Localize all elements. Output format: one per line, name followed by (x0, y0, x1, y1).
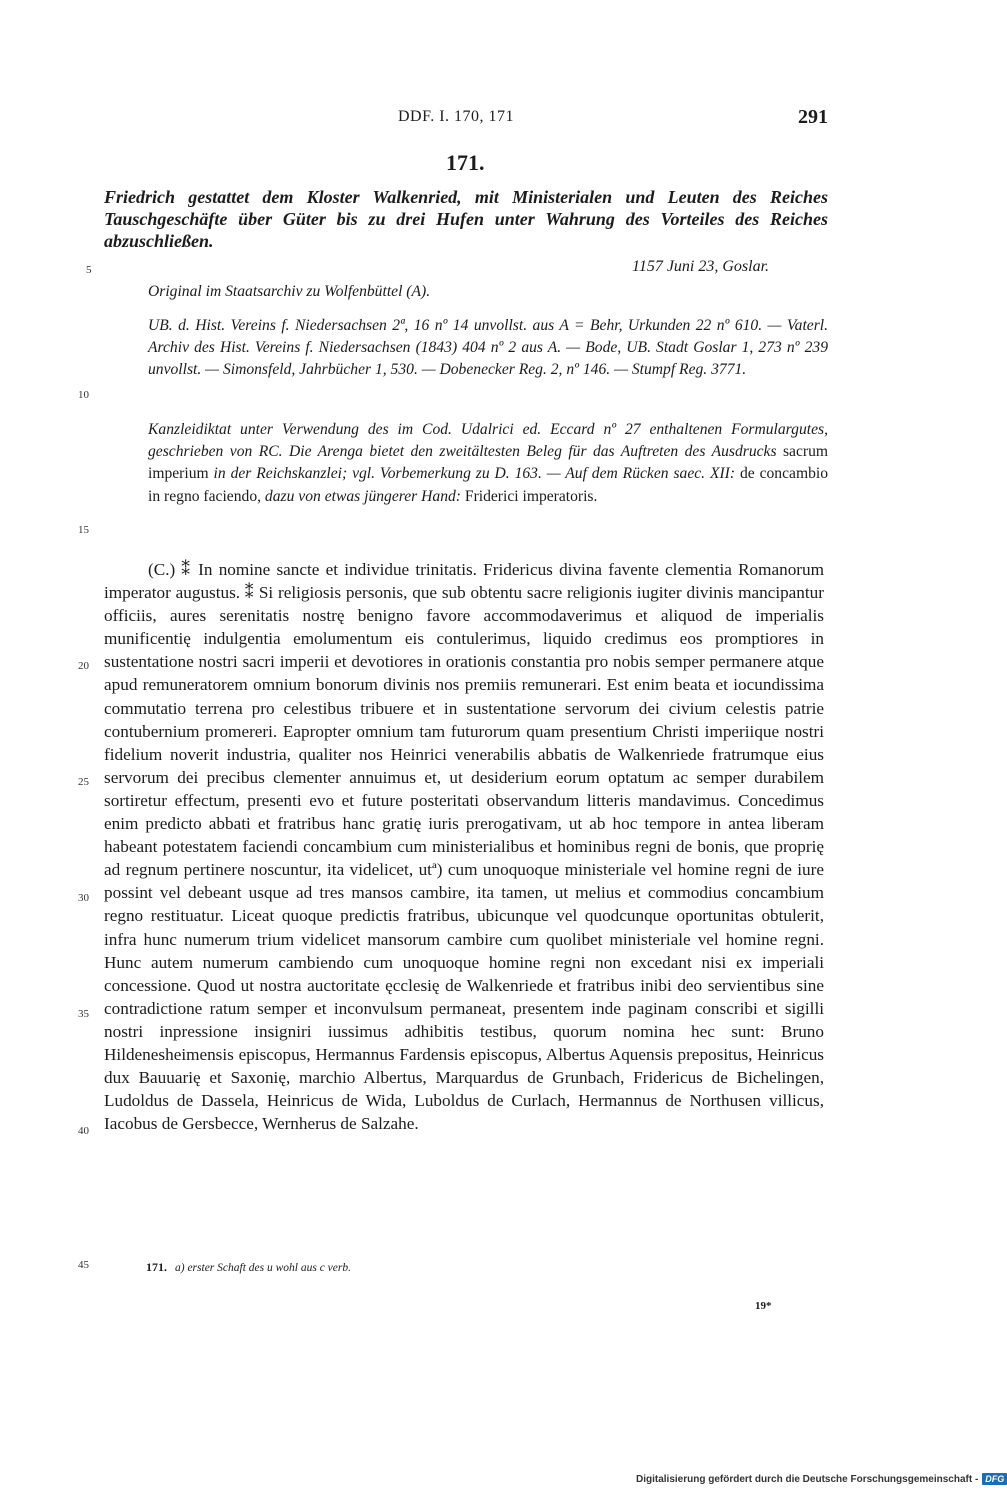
commentary-phrase1: sacrum imperium (148, 443, 828, 483)
commentary-part2: in der Reichskanzlei; vgl. Vorbemerkung zu D. 163. — Auf dem Rücken saec. XII: (213, 465, 736, 483)
line-number: 40 (78, 1125, 89, 1137)
line-number: 45 (78, 1259, 89, 1271)
date-place: 1157 Juni 23, Goslar. (632, 258, 770, 275)
sheet-signature: 19* (755, 1300, 772, 1312)
page-number: 291 (798, 106, 828, 128)
charter-text: (C.) ⁑ In nomine sancte et individue trinitatis. Fridericus divina favente clementia Romanorum imperator augustus. ⁑ Si religiosis personis, que sub obtentu sacre religionis iugiter divinis mancipantur officiis, aures serenitatis nostrę benigno favore accommodaverimus et aliquod de imperialis munificentię indulgentia emolumentum eis contulerimus, liquido credimus eos promptiores in sustentatione nostri sacri imperii et devotiores in orationis constantia pro nobis semper permanere atque apud remuneratorem omnium bonorum divinis nos premiis remunerari. Est enim beata et iocundissima commutatio terrena pro celestibus tribuere et in sustentatione servorum dei civium celestis patrie contubernium promereri. Eapropter omnium tam futurorum quam presentium Christi imperiique nostri fidelium noverit industria, qualiter nos Heinrici venerabilis abbatis de Walkenriede fratrumque eius servorum dei precibus clementer annuimus et, ut desiderium eorum optatum ac semper durabilem sortiretur effectum, presenti evo et future posteritati observandum litteris mandavimus. Concedimus enim predicto abbati et fratribus hanc gratię iuris prerogativam, ut ab hoc tempore in antea liberam habeant potestatem faciendi concambium cum ministerialibus et hominibus regni de bonis, que proprię ad regnum pertinere noscuntur, ita videlicet, utª) cum unoquoque ministeriale vel homine regni de iure possint vel debeant usque ad tres mansos cambire, ita tamen, ut melius et commodius concambium regno restituatur. Liceat quoque predictis fratribus, ubicunque vel quodcunque oportunitas obtulerit, infra hunc numerum trium videlicet mansorum cambire cum quolibet ministeriale vel homine regni. Hunc autem numerum cambiendo cum unoquoque homine regni non excedant nisi ex imperiali concessione. Quod ut nostra auctoritate ęcclesię de Walkenriede et fratribus inibi deo servientibus sine contradictione ratum semper et inconvulsum permaneat, presentem inde paginam conscribi et sigilli nostri inpressione insigniri iussimus adhibitis testibus, quorum nomina hec sunt: Bruno Hildenesheimensis episcopus, Hermannus Fardensis episcopus, Albertus Aquensis prepositus, Heinricus dux Bauuarię et Saxonię, marchio Albertus, Marquardus de Grunbach, Fridericus de Bichelingen, Ludoldus de Dassela, Heinricus de Wida, Luboldus de Curlach, Hermannus de Northusen villicus, Iacobus de Gersbecce, Wernherus de Salzahe. (104, 560, 824, 1134)
line-number: 10 (78, 389, 89, 401)
dfg-logo: DFG (982, 1473, 1007, 1485)
running-header: DDF. I. 170, 171 (398, 108, 515, 125)
line-number: 5 (86, 264, 92, 276)
funding-text: Digitalisierung gefördert durch die Deutsche Forschungsgemeinschaft - (636, 1473, 979, 1485)
line-number: 30 (78, 892, 89, 904)
main-text (104, 558, 824, 1135)
commentary-part1: Kanzleidiktat unter Verwendung des im Cod. Udalrici ed. Eccard nº 27 enthaltenen Formulargutes, geschrieben von RC. Die Arenga bietet den zweitältesten Beleg für das Auftreten des Ausdrucks (148, 421, 828, 461)
commentary-part3: dazu von etwas jüngerer Hand: (264, 487, 461, 505)
commentary-note (148, 419, 828, 508)
regest: Friedrich gestattet dem Kloster Walkenried, mit Ministerialen und Leuten des Reiches Tauschgeschäfte über Güter bis zu drei Hufen unter Wahrung des Vorteiles des Reiches abzuschließen. (104, 187, 828, 251)
tradition-note: Original im Staatsarchiv zu Wolfenbüttel (A). (148, 283, 431, 300)
footnote (146, 1260, 351, 1275)
prints-note: UB. d. Hist. Vereins f. Niedersachsen 2ª, 16 nº 14 unvollst. aus A = Behr, Urkunden 22 nº 610. — Vaterl. Archiv des Hist. Vereins f. Niedersachsen (1843) 404 nº 2 aus A. — Bode, UB. Stadt Goslar 1, 273 nº 239 unvollst. — Simonsfeld, Jahrbücher 1, 530. — Dobenecker Reg. 2, nº 146. — Stumpf Reg. 3771. (148, 317, 828, 379)
commentary-phrase2: de concambio in regno faciendo, (148, 465, 828, 505)
line-number: 35 (78, 1008, 89, 1020)
line-number: 20 (78, 660, 89, 672)
footnote-number: 171. (146, 1260, 167, 1274)
document-number: 171. (446, 150, 485, 175)
commentary-phrase3: Friderici imperatoris. (464, 487, 598, 505)
footnote-text: a) erster Schaft des u wohl aus c verb. (175, 1262, 351, 1274)
funding-note (636, 1473, 1007, 1485)
line-number: 15 (78, 524, 89, 536)
line-number: 25 (78, 776, 89, 788)
